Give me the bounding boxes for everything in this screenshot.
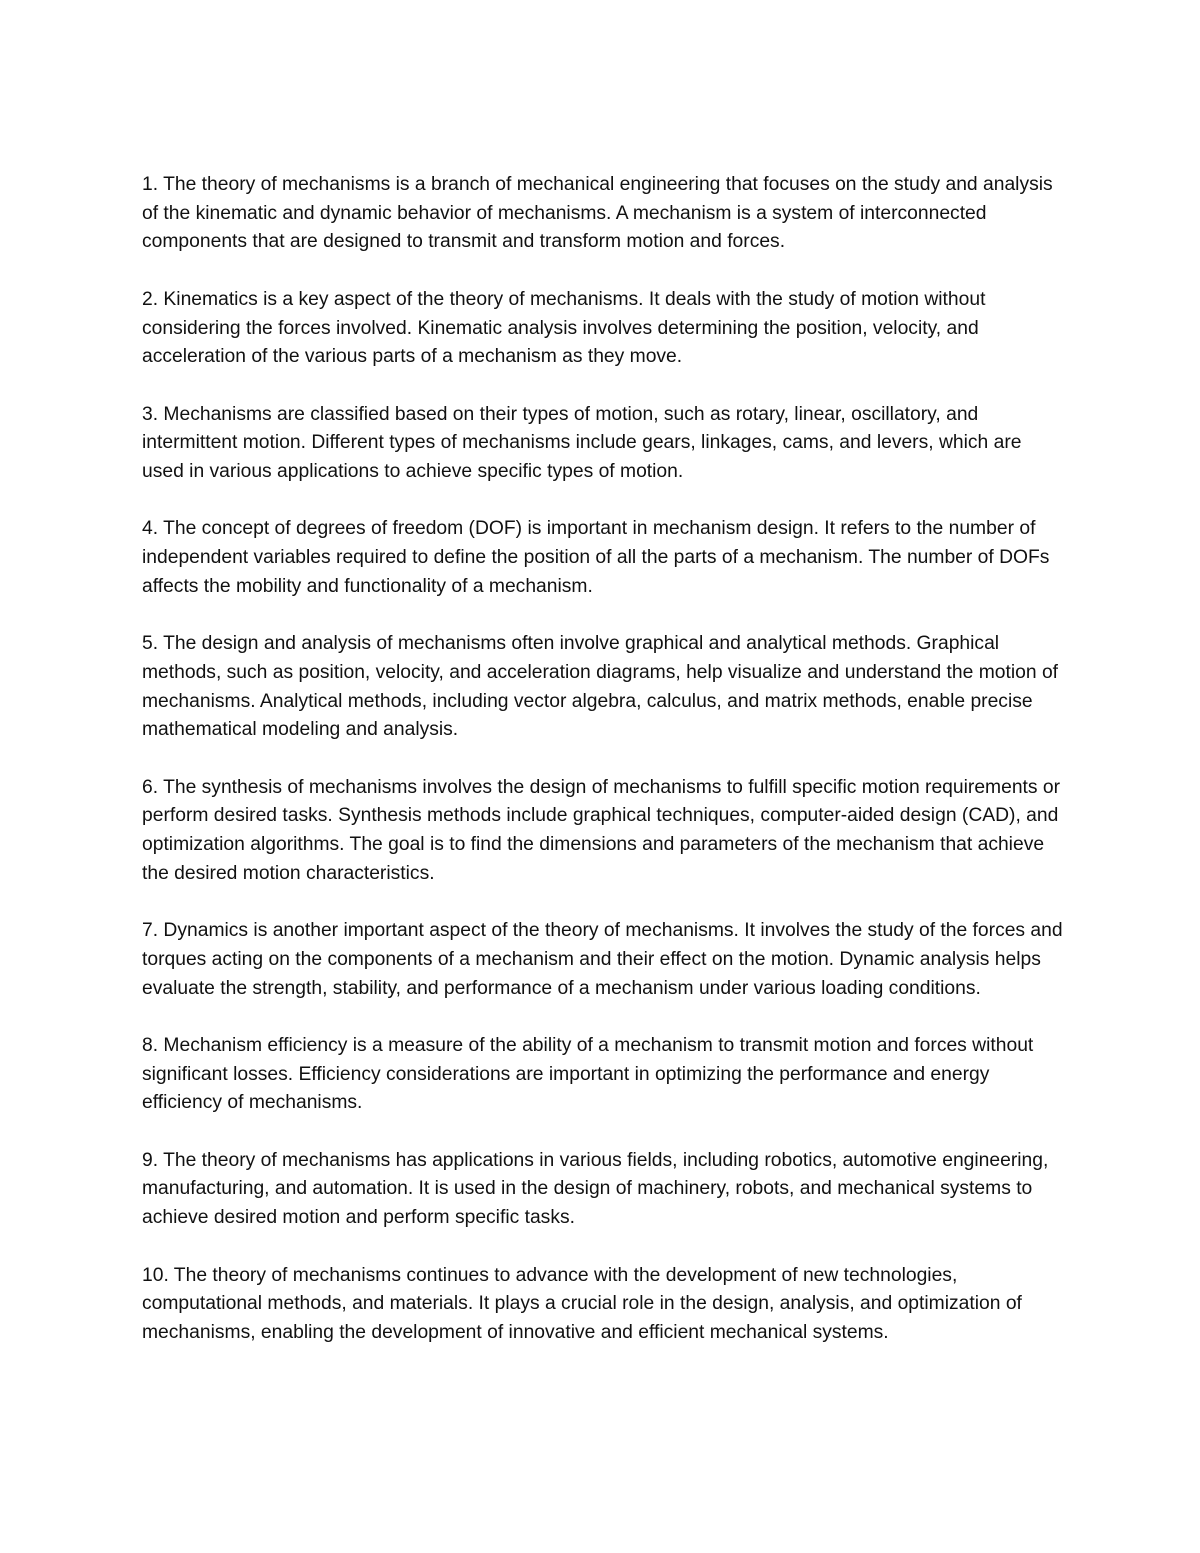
paragraph-6: 6. The synthesis of mechanisms involves the design of mechanisms to fulfill specific motion requirements or perform desired tasks. Synthesis methods include graphical techniques, computer-aided design (CAD), and optimization algorithms. The goal is to find the dimensions and parameters of the mechanism that achieve the desired motion characteristics. — [142, 776, 1061, 884]
paragraph-8: 8. Mechanism efficiency is a measure of the ability of a mechanism to transmit motion and forces without significant losses. Efficiency considerations are important in optimizing the performance and energy efficiency of mechanisms. — [142, 1034, 1034, 1114]
paragraph-1: 1. The theory of mechanisms is a branch of mechanical engineering that focuses on the study and analysis of the kinematic and dynamic behavior of mechanisms. A mechanism is a system of interconnected components that are designed to transmit and transform motion and forces. — [142, 174, 1053, 253]
paragraph-7: 7. Dynamics is another important aspect of the theory of mechanisms. It involves the study of the forces and torques acting on the components of a mechanism and their effect on the motion. Dynamic analysis helps evaluate the strength, stability, and performance of a mechanism under various loading conditions. — [142, 920, 1063, 999]
paragraph-3: 3. Mechanisms are classified based on their types of motion, such as rotary, linear, oscillatory, and intermittent motion. Different types of mechanisms include gears, linkages, cams, and levers, which are used in various applications to achieve specific types of motion. — [142, 403, 1022, 482]
paragraph-5: 5. The design and analysis of mechanisms often involve graphical and analytical methods. Graphical methods, such as position, velocity, and acceleration diagrams, help visualize and understand the motion of mechanisms. Analytical methods, including vector algebra, calculus, and matrix methods, enable precise mathematical modeling and analysis. — [142, 633, 1059, 741]
paragraph-2: 2. Kinematics is a key aspect of the theory of mechanisms. It deals with the study of motion without considering the forces involved. Kinematic analysis involves determining the position, velocity, and acceleration of the various parts of a mechanism as they move. — [142, 288, 986, 368]
paragraph-4: 4. The concept of degrees of freedom (DOF) is important in mechanism design. It refers to the number of independent variables required to define the position of all the parts of a mechanism. The number of DOFs affects the mobility and functionality of a mechanism. — [142, 518, 1050, 597]
paragraph-9: 9. The theory of mechanisms has applications in various fields, including robotics, automotive engineering, manufacturing, and automation. It is used in the design of machinery, robots, and mechanical systems to achieve desired motion and perform specific tasks. — [142, 1149, 1049, 1229]
document-body — [142, 171, 1067, 1348]
paragraph-10: 10. The theory of mechanisms continues to advance with the development of new technologies, computational methods, and materials. It plays a crucial role in the design, analysis, and optimization of mechanisms, enabling the development of innovative and efficient mechanical systems. — [142, 1264, 1022, 1343]
